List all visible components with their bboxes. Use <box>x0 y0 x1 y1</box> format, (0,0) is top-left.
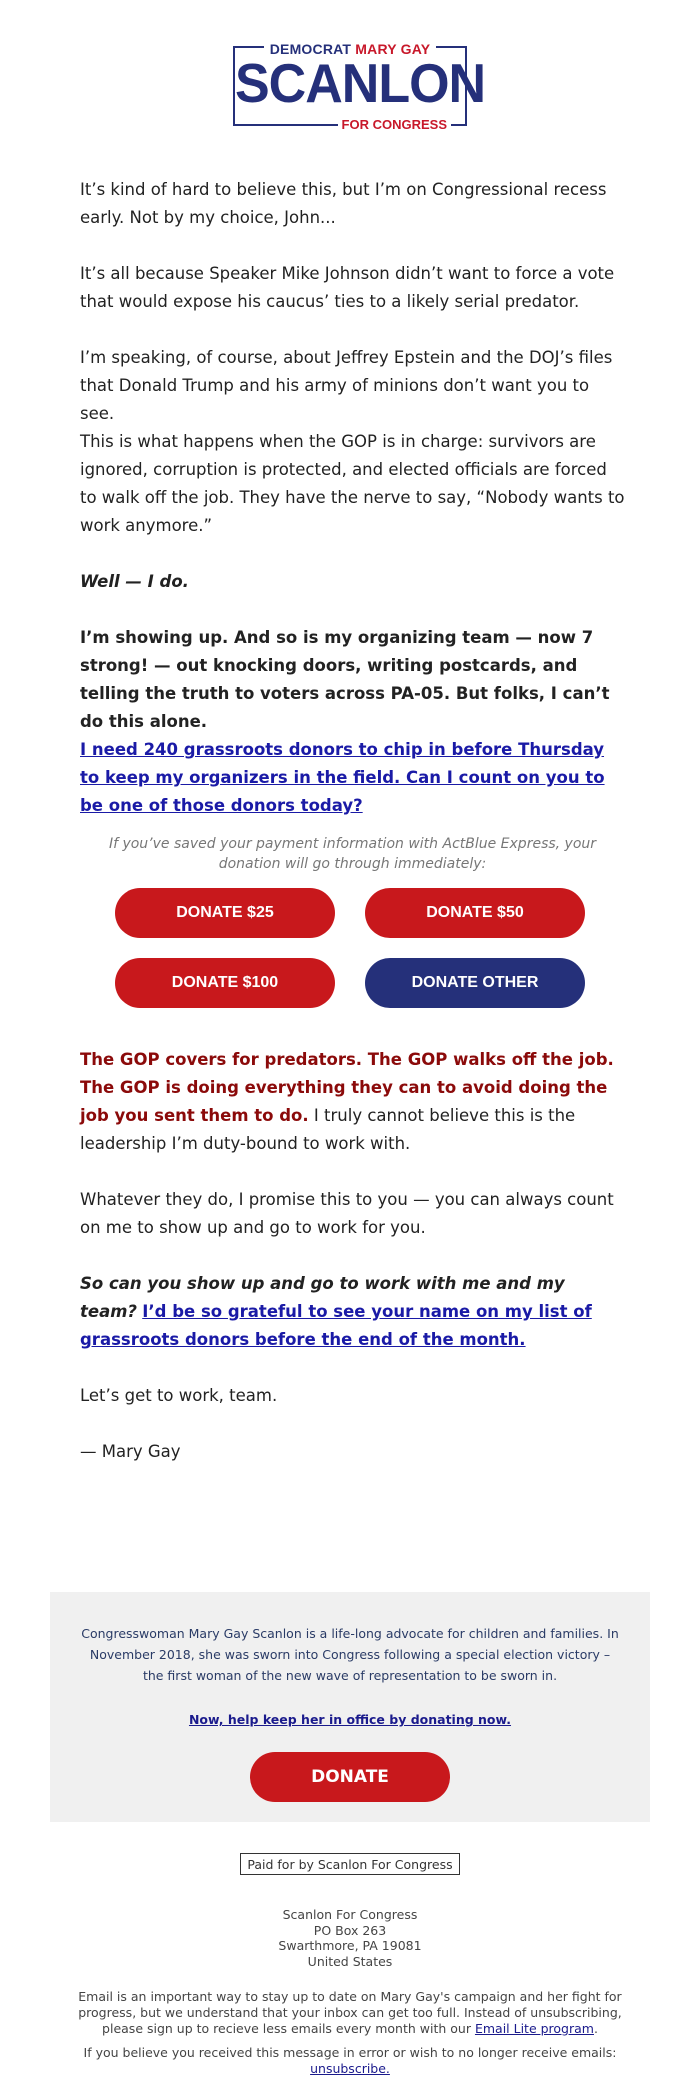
address-line-3: Swarthmore, PA 19081 <box>278 1938 422 1953</box>
donate-other-button[interactable]: DONATE OTHER <box>365 958 585 1008</box>
unsubscribe-notice <box>60 2045 640 2075</box>
logo-mary-gay: MARY GAY <box>355 41 431 57</box>
ask-italic-text: So can you show up and go to work with me and my team? <box>80 1274 565 1321</box>
paid-for-disclaimer: Paid for by Scanlon For Congress <box>240 1853 460 1875</box>
donate-100-button[interactable]: DONATE $100 <box>115 958 335 1008</box>
email-lite-text: Email is an important way to stay up to date on Mary Gay's campaign and her fight for progress, but we understand that your inbox can get too full. Instead of unsubscribing, please sign up to recieve less emails every month with our <box>78 1989 622 2036</box>
logo-for-congress: FOR CONGRESS <box>338 117 451 132</box>
signature: — Mary Gay <box>80 1442 181 1461</box>
donate-50-button[interactable]: DONATE $50 <box>365 888 585 938</box>
paragraph-2: It’s all because Speaker Mike Johnson didn’t want to force a vote that would expose his caucus’ ties to a likely serial predator. <box>80 264 615 311</box>
donor-goal-link[interactable]: I need 240 grassroots donors to chip in before Thursday to keep my organizers in the field. Can I count on you to be one of those donors today? <box>80 740 605 815</box>
footer-donate-button[interactable]: DONATE <box>250 1752 450 1802</box>
email-lite-notice: Email is an important way to stay up to date on Mary Gay's campaign and her fight for progress, but we understand that your inbox can get too full. Instead of unsubscribing, please sign up to recieve less emails every month with our Email Lite program. <box>78 1989 622 2036</box>
paragraph-ask <box>80 1270 625 1354</box>
paragraph-promise: Whatever they do, I promise this to you — you can always count on me to show up and go to work for you. <box>80 1190 614 1237</box>
email-lite-link[interactable]: Email Lite program <box>474 2021 594 2036</box>
paragraph-well-i-do: Well — I do. <box>80 572 189 591</box>
campaign-logo <box>233 41 486 132</box>
paragraph-gop <box>80 1046 625 1158</box>
paragraph-showing-up: I’m showing up. And so is my organizing team — now 7 strong! — out knocking doors, writing postcards, and telling the truth to voters across PA-05. But folks, I can’t do this alone. <box>80 628 610 731</box>
logo-wrap <box>0 41 700 132</box>
gop-red-text: The GOP covers for predators. The GOP walks off the job. The GOP is doing everything they can to avoid doing the job you sent them to do. <box>80 1050 614 1125</box>
actblue-express-note: If you’ve saved your payment information with ActBlue Express, your donation will go through immediately: <box>108 836 597 872</box>
logo-democrat: DEMOCRAT <box>269 41 352 57</box>
footer-bio-text: Congresswoman Mary Gay Scanlon is a life-long advocate for children and families. In November 2018, she was sworn into Congress following a special election victory – the first woman of the new wave of representation to be sworn in. <box>81 1626 619 1683</box>
paragraph-1: It’s kind of hard to believe this, but I’m on Congressional recess early. Not by my choice, John... <box>80 180 607 227</box>
paragraph-3: I’m speaking, of course, about Jeffrey Epstein and the DOJ’s files that Donald Trump and his army of minions don’t want you to see. <box>80 348 613 423</box>
address-line-4: United States <box>307 1953 393 1969</box>
paragraph-lets-work: Let’s get to work, team. <box>80 1386 278 1405</box>
address-line-1: Scanlon For Congress <box>282 1907 418 1922</box>
grassroots-donors-link[interactable]: I’d be so grateful to see your name on my list of grassroots donors before the end of the month. <box>80 1302 592 1349</box>
mailing-address <box>0 1907 700 1969</box>
unsubscribe-text: If you believe you received this message in error or wish to no longer receive emails: <box>83 2045 617 2060</box>
address-line-2: PO Box 263 <box>313 1922 387 1938</box>
footer-donate-link[interactable]: Now, help keep her in office by donating now. <box>188 1712 512 1727</box>
paragraph-4: This is what happens when the GOP is in charge: survivors are ignored, corruption is protected, and elected officials are forced to walk off the job. They have the nerve to say, “Nobody wants to work anymore.” <box>80 432 625 535</box>
unsubscribe-link[interactable]: unsubscribe. <box>310 2061 390 2075</box>
donate-25-button[interactable]: DONATE $25 <box>115 888 335 938</box>
gop-rest-text: I truly cannot believe this is the leadership I’m duty-bound to work with. <box>80 1106 576 1153</box>
logo-scanlon: SCANLON <box>235 53 486 115</box>
